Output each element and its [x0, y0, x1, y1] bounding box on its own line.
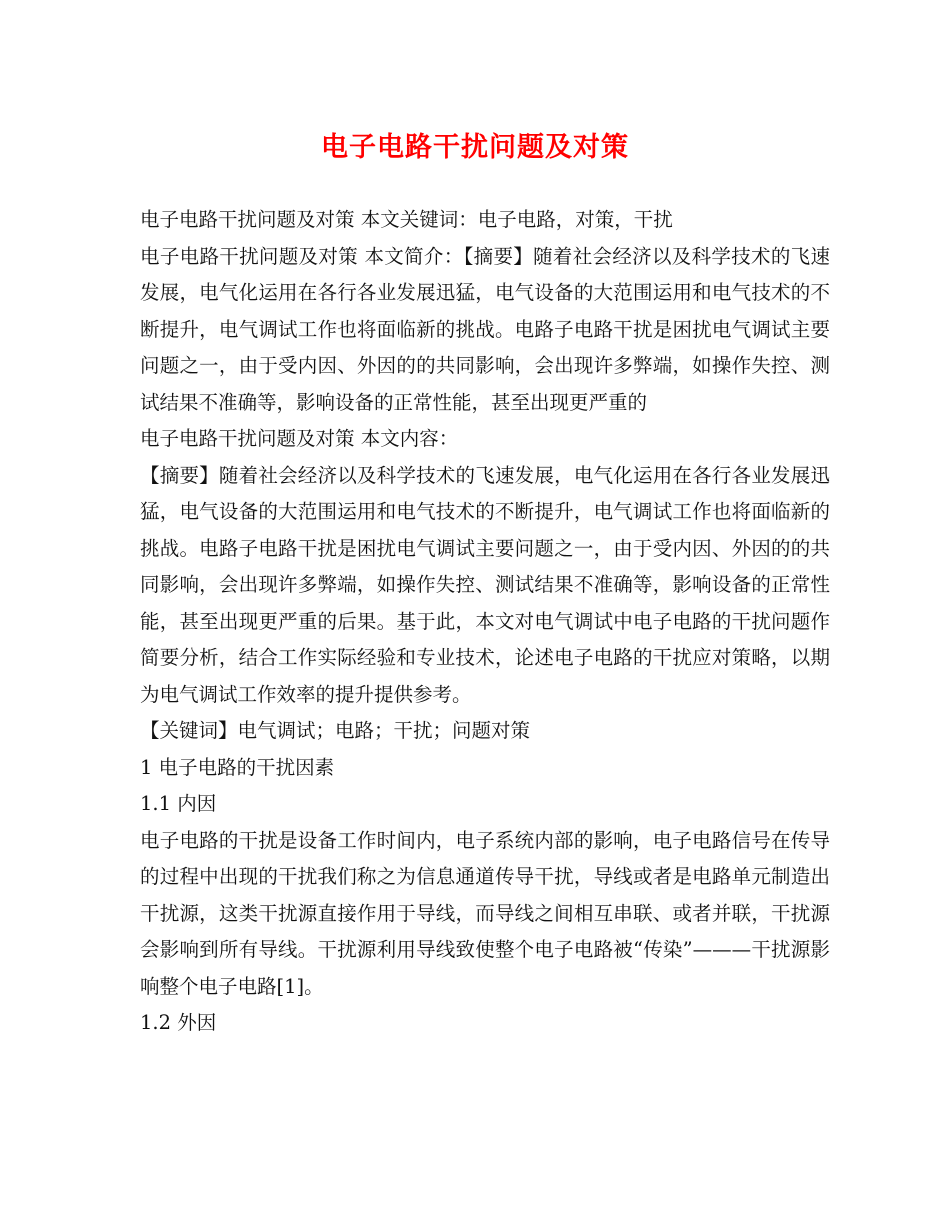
content-heading: 电子电路干扰问题及对策 本文内容：	[140, 427, 459, 450]
document-title: 电子电路干扰问题及对策	[321, 132, 629, 163]
body-paragraph: 电子电路的干扰是设备工作时间内，电子系统内部的影响，电子电路信号在传导的过程中出现的干扰我们称之为信息通道传导干扰，导线或者是电路单元制造出干扰源，这类干扰源直接作用于导线，而导线之间相互串联、或者并联，干扰源会影响到所有导线。干扰源利用导线致使整个电子电路被“传染”———干扰源影响整个电子电路[1]。	[140, 828, 830, 998]
keywords-line: 电子电路干扰问题及对策 本文关键词：电子电路，对策，干扰	[140, 208, 673, 231]
section-heading: 1 电子电路的干扰因素	[140, 755, 335, 779]
document-body	[140, 202, 830, 1042]
summary-paragraph: 电子电路干扰问题及对策 本文简介：【摘要】随着社会经济以及科学技术的飞速发展，电气化运用在各行各业发展迅猛，电气设备的大范围运用和电气技术的不断提升，电气调试工作也将面临新的挑战。电路子电路干扰是困扰电气调试主要问题之一，由于受内因、外因的的共同影响，会出现许多弊端，如操作失控、测试结果不准确等，影响设备的正常性能，甚至出现更严重的	[140, 244, 830, 414]
subsection-heading: 1.1 内因	[140, 792, 217, 815]
subsection-heading: 1.2 外因	[140, 1011, 217, 1034]
keywords-paragraph: 【关键词】电气调试；电路；干扰；问题对策	[140, 719, 531, 742]
abstract-paragraph: 【摘要】随着社会经济以及科学技术的飞速发展，电气化运用在各行各业发展迅猛，电气设备的大范围运用和电气技术的不断提升，电气调试工作也将面临新的挑战。电路子电路干扰是困扰电气调试主要问题之一，由于受内因、外因的的共同影响，会出现许多弊端，如操作失控、测试结果不准确等，影响设备的正常性能，甚至出现更严重的后果。基于此，本文对电气调试中电子电路的干扰问题作简要分析，结合工作实际经验和专业技术，论述电子电路的干扰应对策略，以期为电气调试工作效率的提升提供参考。	[140, 463, 830, 706]
